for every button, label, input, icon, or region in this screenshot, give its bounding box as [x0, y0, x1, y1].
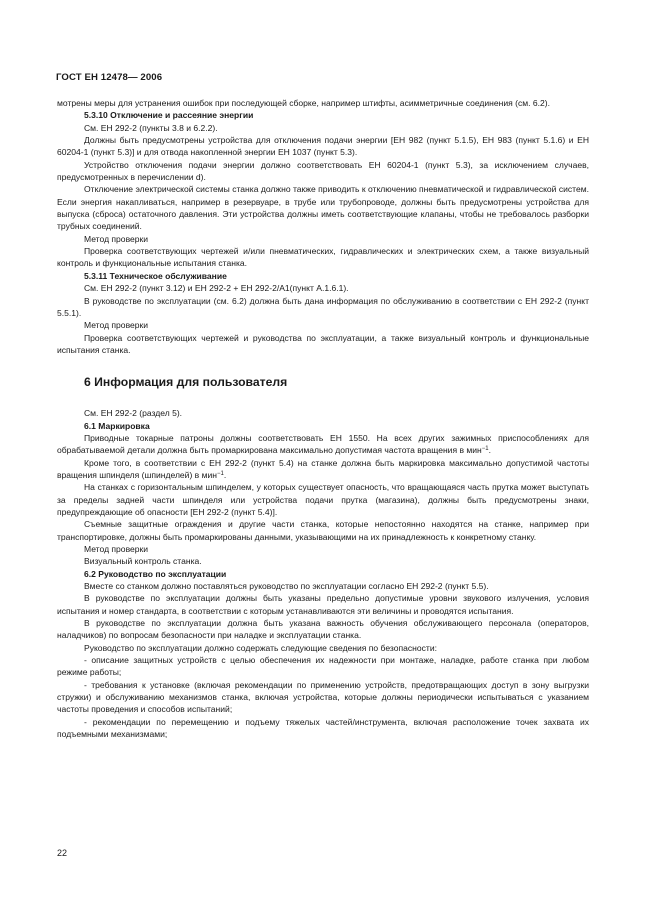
- para: [57, 592, 589, 617]
- para-speed-marking: [57, 432, 589, 457]
- para: [57, 282, 589, 294]
- paragraph-text: Кроме того, в соответствии с ЕН 292-2 (пункт 5.4) на станке должна быть маркировка максимально допустимой частоты вращения шпинделя (шпинделей) в мин: [57, 457, 589, 480]
- paragraph-text: В руководстве по эксплуатации должна быть указана важность обучения обслуживающего персонала (операторов, наладчиков) по вопросам безопасности при наладке и эксплуатации станка.: [57, 618, 589, 641]
- paragraph-tail: .: [223, 469, 227, 480]
- paragraph-text: - описание защитных устройств с целью обеспечения их надежности при монтаже, наладке, работе станка при любом режиме работы;: [57, 655, 589, 678]
- paragraph-text: Метод проверки: [84, 233, 149, 244]
- paragraph-text: См. ЕН 292-2 (пункты 3.8 и 6.2.2).: [84, 122, 218, 133]
- para: [57, 580, 589, 592]
- para: [57, 518, 589, 543]
- list-item: [57, 679, 589, 716]
- paragraph-text: Руководство по эксплуатации должно содержать следующие сведения по безопасности:: [84, 642, 437, 653]
- section-heading-6: [84, 375, 589, 389]
- para: [57, 543, 589, 555]
- paragraph-text: Отключение электрической системы станка должно также приводить к отключению пневматической и гидравлической систем. Если энергия накапливаться, например в резервуаре, в трубе или трубопроводе, должны быть предусмотрены устройства для выпуска (сброса) остаточного давления. Эти устройства должны иметь соответствующие клапаны, чтобы не требовалось разборки трубных соединений.: [57, 184, 589, 232]
- paragraph-text: Вместе со станком должно поставляться руководство по эксплуатации согласно ЕН 292-2 (пункт 5.5).: [84, 581, 489, 592]
- paragraph-text: Приводные токарные патроны должны соответствовать ЕН 1550. На всех других зажимных приспособлениях для обрабатываемой детали должна быть промаркирована максимально допустимая частота вращения в мин: [57, 432, 589, 456]
- para: [57, 183, 589, 232]
- paragraph-text: 6.1 Маркировка: [84, 420, 150, 431]
- paragraph-text: Метод проверки: [84, 320, 149, 331]
- paragraph-text: - рекомендации по перемещению и подъему тяжелых частей/инструмента, включая расположение точек захвата их подъемными механизмами;: [57, 716, 589, 740]
- superscript: −1: [481, 446, 489, 453]
- paragraph-text: Съемные защитные ограждения и другие части станка, которые непостоянно находятся на станке, например при транспортировке, должны быть промаркированы данными, указывающими на их принадлежность к конкретному станку.: [57, 519, 589, 542]
- para: [57, 319, 589, 331]
- paragraph-text: См. ЕН 292-2 (раздел 5).: [84, 408, 183, 419]
- paragraph-text: 6 Информация для пользователя: [84, 375, 288, 390]
- para: [57, 617, 589, 642]
- para: [57, 159, 589, 184]
- para: [57, 245, 589, 270]
- heading-5-3-10: [57, 109, 589, 121]
- paragraph-text: На станках с горизонтальным шпинделем, у которых существует опасность, что вращающаяся часть прутка может выступать за пределы задней части шпинделя или устройства подачи прутка (магазина), должны быть предусмотрены знаки, предупреждающие об опасности [ЕН 292-2 (пункт 5.4)].: [57, 482, 589, 517]
- para-continuation: [57, 97, 589, 109]
- para: [57, 642, 589, 654]
- paragraph-text: Проверка соответствующих чертежей и/или пневматических, гидравлических и электрических схем, а также визуальный контроль и функциональные испытания станка.: [57, 246, 589, 269]
- paragraph-text: Устройство отключения подачи энергии должно соответствовать ЕН 60204-1 (пункт 5.3), за исключением случаев, предусмотренных в перечислении d).: [57, 159, 589, 183]
- superscript: −1: [216, 470, 224, 477]
- paragraph-text: В руководстве по эксплуатации (см. 6.2) должна быть дана информация по обслуживанию в соответствии с ЕН 292-2 (пункт 5.5.1).: [57, 295, 589, 318]
- list-item: [57, 654, 589, 679]
- heading-6-1: [57, 420, 589, 432]
- para: [57, 233, 589, 245]
- para: [57, 481, 589, 518]
- paragraph-text: Проверка соответствующих чертежей и руководства по эксплуатации, а также визуальный контроль и функциональные испытания станка.: [57, 332, 589, 355]
- para: [57, 407, 589, 419]
- paragraph-text: мотрены меры для устранения ошибок при последующей сборке, например штифты, асимметричные соединения (см. 6.2).: [57, 98, 550, 108]
- para: [57, 295, 589, 320]
- para-spindle-marking: [57, 457, 589, 482]
- paragraph-text: См. ЕН 292-2 (пункт 3.12) и ЕН 292-2 + ЕН 292-2/А1(пункт А.1.6.1).: [84, 283, 349, 294]
- list-item: [57, 716, 589, 741]
- paragraph-text: 5.3.10 Отключение и рассеяние энергии: [84, 110, 254, 121]
- paragraph-text: В руководстве по эксплуатации должны быть указаны предельно допустимые уровни звукового излучения, условия испытания и номер стандарта, в соответствии с которым устанавливаются эти величины и проводятся испытания.: [57, 593, 589, 616]
- para: [57, 332, 589, 357]
- document-header: ГОСТ ЕН 12478— 2006: [56, 72, 163, 83]
- para: [57, 134, 589, 159]
- heading-5-3-11: [57, 270, 589, 282]
- paragraph-text: 5.3.11 Техническое обслуживание: [84, 270, 227, 281]
- heading-6-2: [57, 568, 589, 580]
- document-body: [57, 97, 589, 741]
- paragraph-text: Должны быть предусмотрены устройства для отключения подачи энергии [ЕН 982 (пункт 5.1.5), ЕН 983 (пункт 5.1.6) и ЕН 60204-1 (пункт 5.3)] и для отвода накопленной энергии ЕН 1037 (пункт 5.3).: [57, 135, 589, 158]
- page-number: 22: [57, 848, 68, 858]
- paragraph-text: Визуальный контроль станка.: [84, 556, 202, 567]
- para: [57, 555, 589, 567]
- paragraph-tail: .: [488, 445, 491, 456]
- para: [57, 122, 589, 134]
- paragraph-text: - требования к установке (включая рекомендации по применению устройств, предотвращающих доступ в зону выгрузки стружки) и обслуживанию механизмов станка, включая устройства, которые должны периодически испытываться с указанием частоты проведения и способов испытаний;: [57, 679, 589, 715]
- paragraph-text: 6.2 Руководство по эксплуатации: [84, 568, 227, 579]
- paragraph-text: Метод проверки: [84, 544, 149, 554]
